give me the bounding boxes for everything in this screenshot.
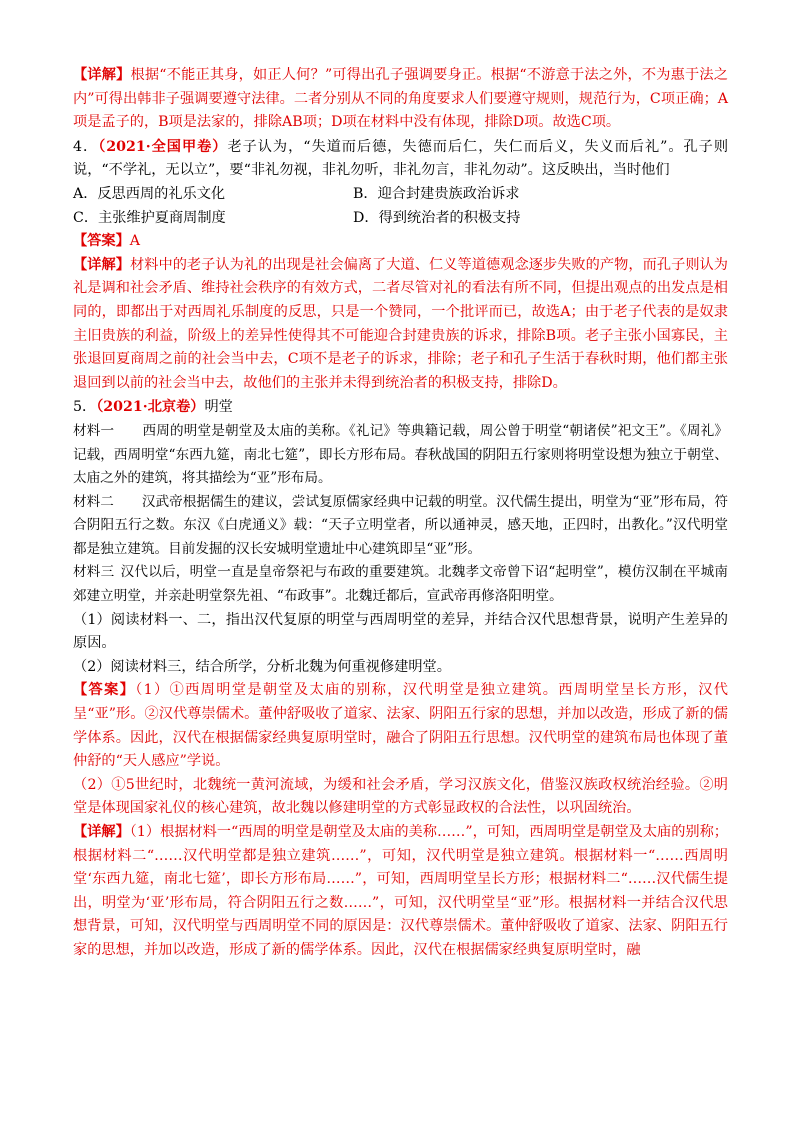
q5-detail-text: （1）根据材料一“西周的明堂是朝堂及太庙的美称……”，可知，西周明堂是朝堂及太庙的别称；根据材料二“……汉代明堂都是独立建筑……”，可知，汉代明堂是独立建筑。根据材料一“……西周明堂‘东西九筵，南北七筵’，即长方形布局……”，可知，西周明堂呈长方形；根据材料二“……汉代儒生提出，明堂为‘亚’形布局，符合阴阳五行之数……”，可知，汉代明堂呈“亚”形。根据材料一并结合汉代思想背景，可知，汉代明堂与西周明堂不同的原因是：汉代尊崇儒术。董仲舒吸收了道家、法家、阴阳五行家的思想，并加以改造，形成了新的儒学体系。因此，汉代在根据儒家经典复原明堂时，融 [73,824,728,958]
q4-stem-text: 老子认为，“失道而后德，失德而后仁，失仁而后义，失义而后礼”。孔子则说，“不学礼，无以立”，要“非礼勿视，非礼勿听，非礼勿言，非礼勿动”。这反映出，当时他们 [73,138,729,179]
q4-option-a: A．反思西周的礼乐文化 [73,185,226,202]
q5-question-2: （2）阅读材料三，结合所学，分析北魏为何重视修建明堂。 [73,658,451,675]
material-3-text: 汉代以后，明堂一直是皇帝祭祀与布政的重要建筑。北魏孝文帝曾下诏“起明堂”，模仿汉制在平城南郊建立明堂，并亲赴明堂祭先祖、“布政事”。北魏迁都后，宣武帝再修洛阳明堂。 [73,564,729,605]
detail-label: 【详解】 [73,824,130,840]
q4-answer [73,230,728,254]
q4-detail [73,254,728,396]
q4-option-d: D．得到统治者的积极支持 [353,209,521,226]
material-2-text: 汉武帝根据儒生的建议，尝试复原儒家经典中记载的明堂。汉代儒生提出，明堂为“亚”形布局，符合阴阳五行之数。东汉《白虎通义》载：“天子立明堂者，所以通神灵，感天地，正四时，出教化。”汉代明堂都是独立建筑。目前发掘的汉长安城明堂遗址中心建筑即呈“亚”形。 [73,493,728,557]
q5-source: （2021·北京卷） [96,399,205,416]
q4-answer-value: A [129,233,141,250]
q3-detail-text: 根据“不能正其身，如正人何？”可得出孔子强调要身正。根据“不游意于法之外，不为惠于法之内”可得出韩非子强调要遵守法律。二者分别从不同的角度要求人们要遵守规则，规范行为，C项正确；A项是孟子的，B项是法家的，排除AB项；D项在材料中没有体现，排除D项。故选C项。 [73,67,728,131]
q4-source: （2021·全国甲卷） [98,138,228,155]
q4-option-c: C．主张维护夏商周制度 [73,209,226,226]
q4-number: 4． [73,138,99,155]
detail-label: 【详解】 [73,256,130,273]
q4-option-b: B．迎合封建贵族政治诉求 [353,185,520,202]
q5-material-1 [73,420,728,491]
material-1-label: 材料一 [73,422,115,439]
q5-answer-1-text: （1）①西周明堂是朝堂及太庙的别称，汉代明堂是独立建筑。西周明堂呈长方形，汉代呈“亚”形。②汉代尊崇儒术。董仲舒吸收了道家、法家、阴阳五行家的思想，并加以改造，形成了新的儒学体系。因此，汉代在根据儒家经典复原明堂时，融合了阴阳五行思想。汉代明堂的建筑布局也体现了董仲舒的“天人感应”学说。 [73,682,728,770]
q5-stem [73,396,728,420]
q5-number: 5． [73,399,97,416]
q5-detail [73,821,728,963]
material-3-label: 材料三 [73,564,115,581]
material-2-label: 材料二 [73,493,114,510]
q3-detail [73,64,728,135]
q5-question-1: （1）阅读材料一、二，指出汉代复原的明堂与西周明堂的差异，并结合汉代思想背景，说明产生差异的原因。 [73,611,728,652]
q5-answer-1 [73,679,728,773]
answer-label: 【答案】 [73,233,130,250]
q5-material-3 [73,561,728,608]
document-page [73,64,728,963]
q4-stem [73,136,728,183]
q5-material-2 [73,491,728,562]
material-1-text: 西周的明堂是朝堂及太庙的美称。《礼记》等典籍记载，周公曾于明堂“朝诸侯”祀文王”。《周礼》记载，西周明堂“东西九筵，南北七筵”，即长方形布局。春秋战国的阴阳五行家则将明堂设想为独立于朝堂、太庙之外的建筑，将其描绘为“亚”形布局。 [73,422,729,487]
q5-answer-2: （2）①5世纪时，北魏统一黄河流域，为缓和社会矛盾，学习汉族文化，借鉴汉族政权统治经验。②明堂是体现国家礼仪的核心建筑，故北魏以修建明堂的方式彰显政权的合法性，以巩固统治。 [73,776,728,817]
detail-label: 【详解】 [73,67,131,83]
q4-options [73,183,728,230]
q4-detail-text: 材料中的老子认为礼的出现是社会偏离了大道、仁义等道德观念逐步失败的产物，而孔子则认为礼是调和社会矛盾、维持社会秩序的有效方式，二者尽管对礼的看法有所不同，但提出观点的出发点是相同的，即都出于对西周礼乐制度的反思，只是一个赞同，一个批评而已，故选A；由于老子代表的是奴隶主旧贵族的利益，阶级上的差异性使得其不可能迎合封建贵族的诉求，排除B项。老子主张小国寡民，主张退回夏商周之前的社会当中去，C项不是老子的诉求，排除；老子和孔子生活于春秋时期，他们都主张退回到以前的社会当中去，故他们的主张并未得到统治者的积极支持，排除D。 [73,256,728,391]
answer-label: 【答案】 [73,682,136,699]
q5-title: 明堂 [204,399,233,416]
